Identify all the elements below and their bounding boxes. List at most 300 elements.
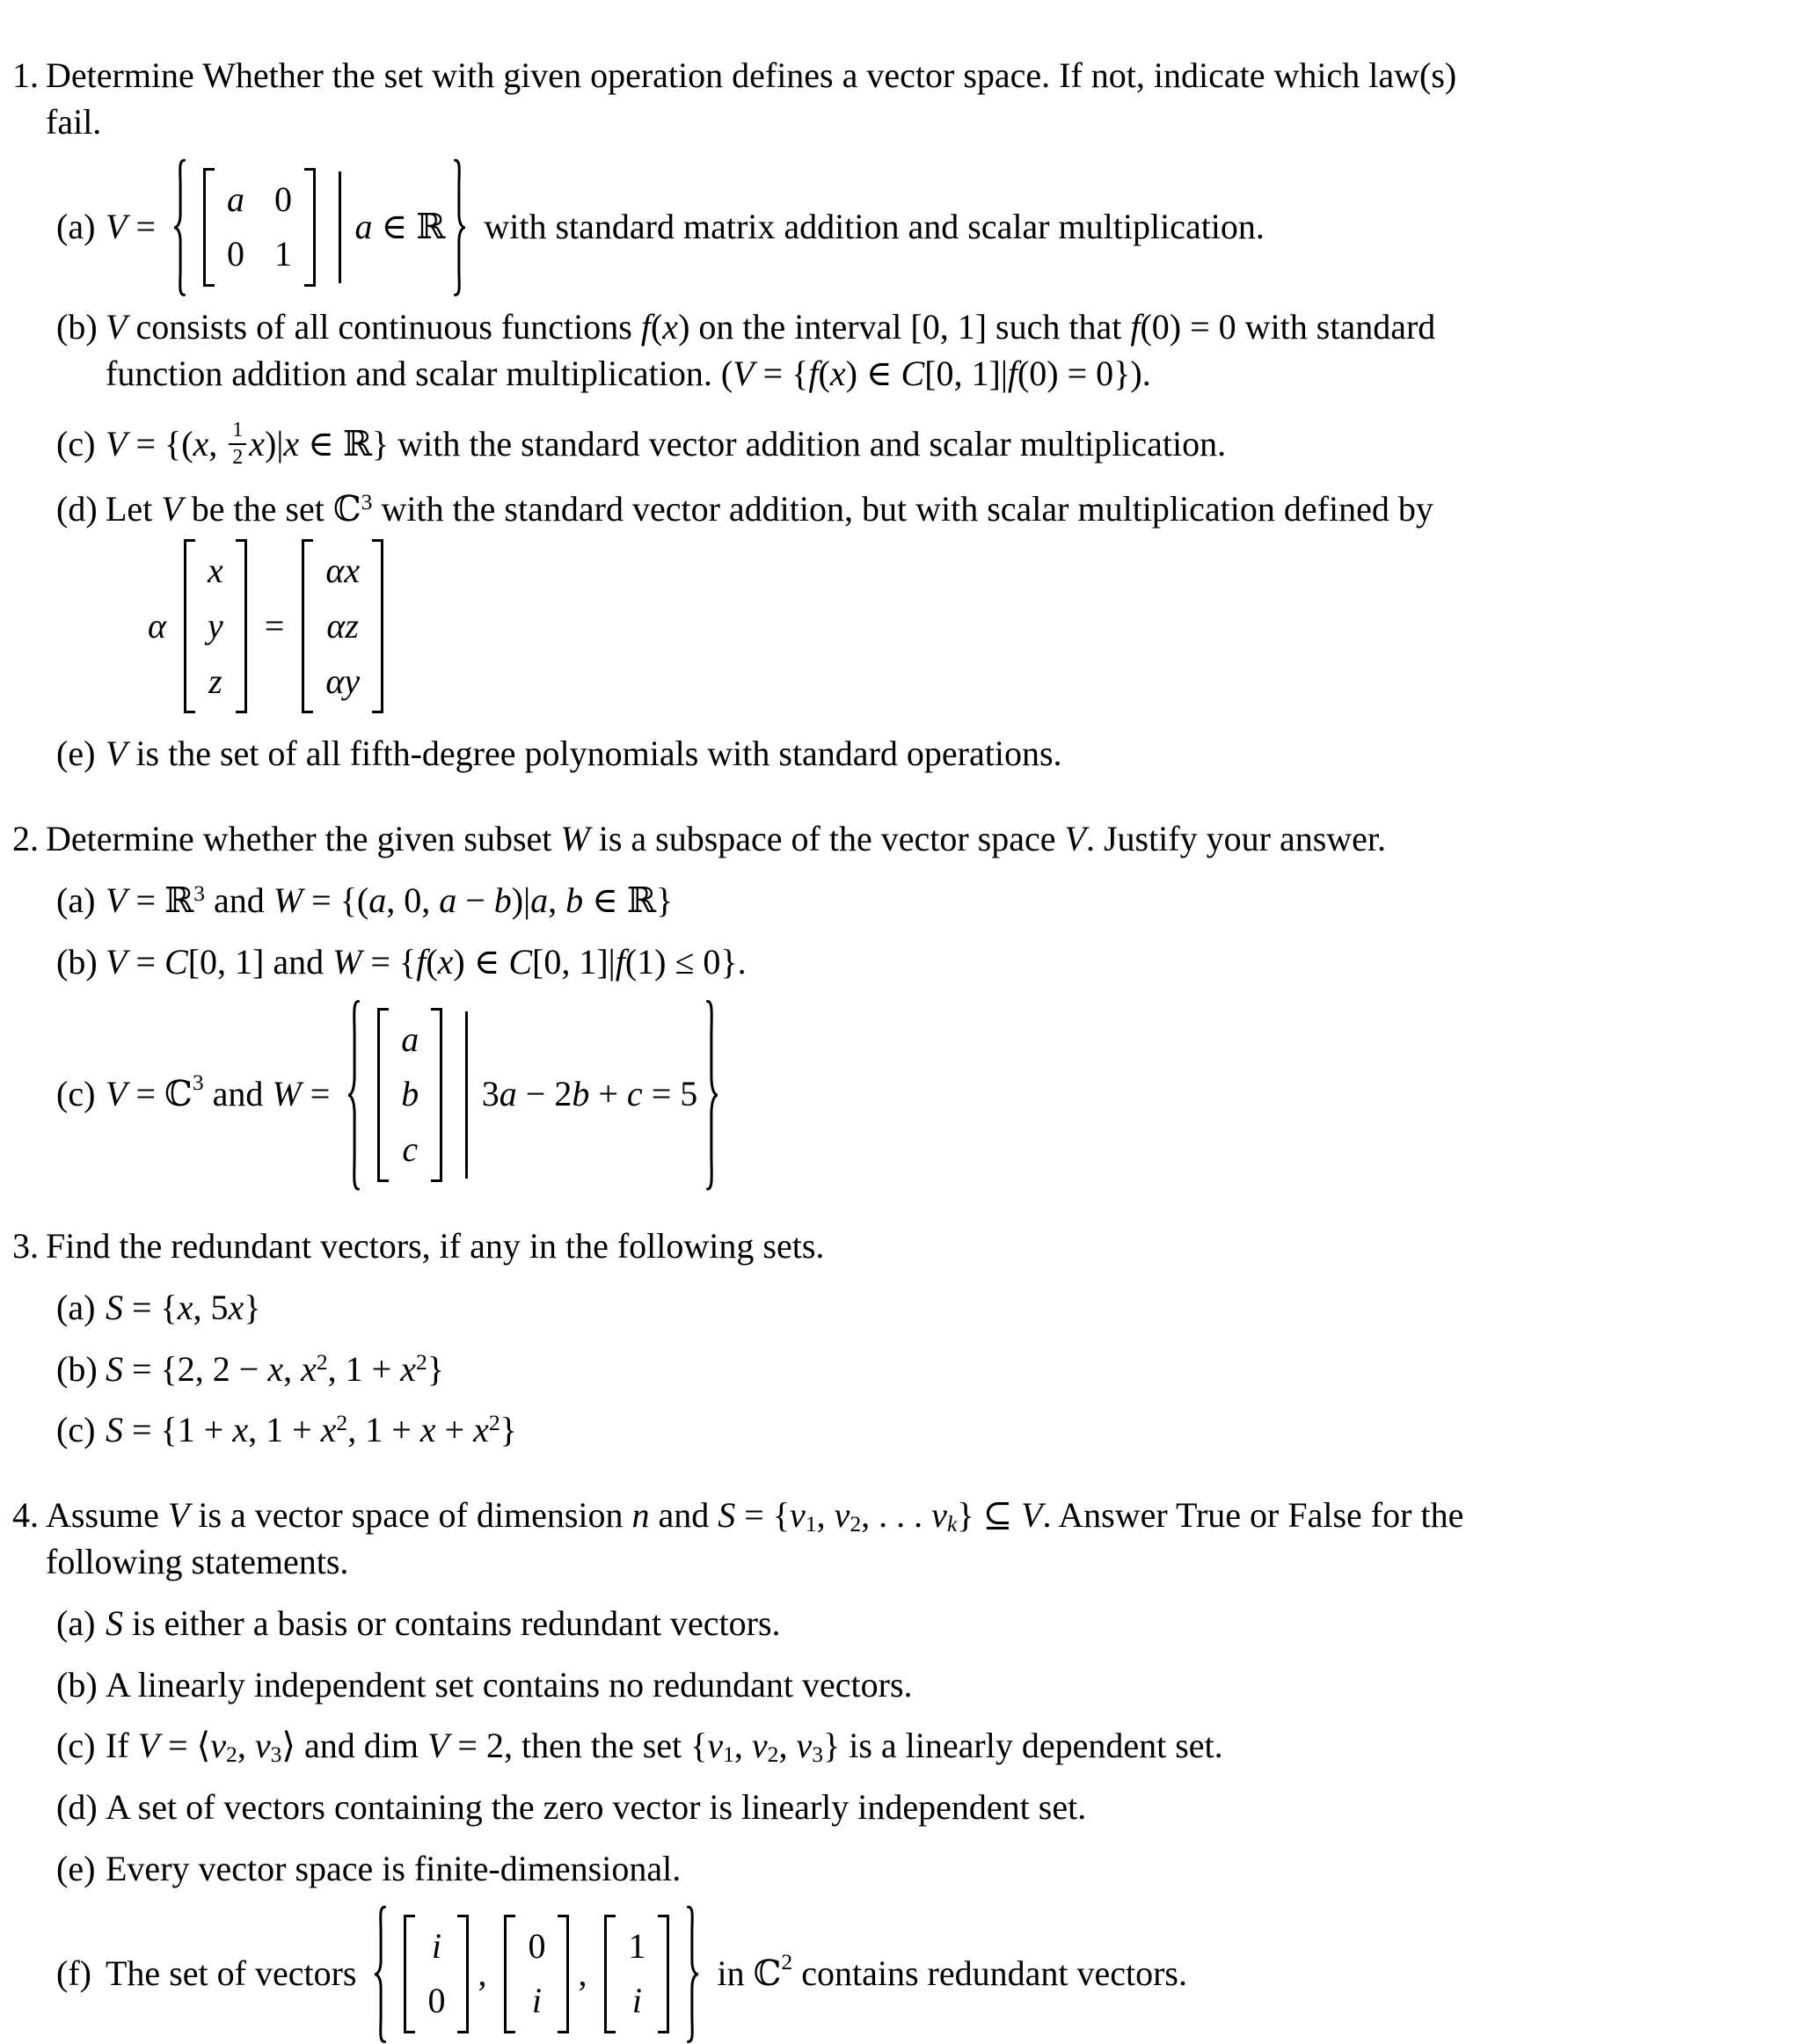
item-content <box>106 1407 1784 1454</box>
left-set-brace <box>370 1904 390 2044</box>
text-run: (1) ≤ 0}. <box>624 941 747 982</box>
text-run: } <box>655 880 674 920</box>
matrix-cell: i <box>431 1925 442 1966</box>
matrix-cells <box>526 1915 547 2034</box>
matrix-cells <box>324 539 361 713</box>
math-variable: W <box>560 819 590 859</box>
item-content <box>106 1846 1784 1893</box>
item-label: (f) <box>56 1953 91 1994</box>
matrix-cell: a <box>401 1018 419 1059</box>
list-item <box>56 731 1784 777</box>
item-label: (b) <box>56 307 98 347</box>
left-set-brace <box>170 157 189 298</box>
matrix-cell: 0 <box>227 234 244 274</box>
matrix-cell: 1 <box>274 234 292 274</box>
text-run: Determine Whether the set with given operation defines a vector space. If not, indicate which law(s) <box>46 55 1457 95</box>
blackboard-symbol: ℝ <box>416 206 446 246</box>
math-variable: f <box>640 307 651 347</box>
matrix <box>504 1915 569 2034</box>
blackboard-symbol: ℝ <box>164 880 194 920</box>
text-run: − 2 <box>516 1074 573 1114</box>
math-variable: v <box>790 1495 806 1536</box>
text-run: = { <box>735 1495 791 1536</box>
list-item <box>56 939 1784 986</box>
list-item <box>56 1662 1784 1709</box>
matrix-right-bracket <box>658 1915 669 2034</box>
item-label: (c) <box>56 1074 96 1114</box>
item-label: (b) <box>56 1664 98 1705</box>
matrix-cell: i <box>631 1981 643 2021</box>
problem-number: 3. <box>12 1225 39 1266</box>
math-variable: W <box>273 880 303 920</box>
math-variable: v <box>254 1726 271 1766</box>
math-variable: a <box>499 1074 517 1114</box>
matrix-cell: αy <box>325 661 361 701</box>
math-variable: V <box>427 1726 449 1766</box>
math-variable: a <box>530 880 549 920</box>
list-item <box>56 878 1784 924</box>
matrix-left-bracket <box>604 1915 616 2034</box>
math-variable: v <box>751 1726 768 1766</box>
problem-statement <box>46 1493 1784 1586</box>
list-item <box>56 417 1784 471</box>
item-label: (d) <box>56 489 98 529</box>
math-variable: V <box>1021 1495 1043 1536</box>
math-variable: V <box>733 353 755 393</box>
math-variable: V <box>167 1495 190 1536</box>
problem-statement <box>46 53 1784 146</box>
matrix <box>184 539 247 713</box>
math-variable: x <box>249 423 266 464</box>
right-set-brace <box>683 1904 703 2044</box>
right-set-brace <box>450 157 470 298</box>
set-condition-divider <box>465 1011 468 1179</box>
text-run: + <box>589 1074 627 1114</box>
math-variable: v <box>796 1726 813 1766</box>
matrix-cells <box>225 168 294 288</box>
text-run: ⟩ and dim <box>281 1726 427 1766</box>
superscript: 2 <box>781 1948 793 1975</box>
text-run: in <box>708 1953 754 1994</box>
text-run: )| <box>265 423 284 464</box>
list-item <box>56 486 1784 716</box>
fraction-numerator: 1 <box>229 420 246 445</box>
text-run: . Answer True or False for the <box>1042 1495 1464 1536</box>
math-variable: v <box>210 1726 227 1766</box>
matrix <box>604 1915 669 2034</box>
problem-statement <box>46 1223 1784 1270</box>
problem-items <box>12 878 1784 1185</box>
set-condition-divider <box>339 172 341 284</box>
text-run: = 2, then the set { <box>449 1726 708 1766</box>
superscript: 3 <box>193 880 206 907</box>
text-run: = ⟨ <box>159 1726 211 1766</box>
text-run: = { <box>361 941 417 982</box>
math-variable: V <box>137 1726 160 1766</box>
text-run: The set of vectors <box>106 1953 366 1994</box>
superscript: 2 <box>316 1348 328 1375</box>
text-run: (0) = 0 with standard <box>1140 307 1436 347</box>
text-run: is a vector space of dimension <box>189 1495 632 1536</box>
item-content <box>106 1662 1784 1709</box>
math-variable: b <box>493 880 512 920</box>
math-variable: v <box>834 1495 850 1536</box>
math-variable: x <box>829 353 846 393</box>
item-label: (b) <box>56 1348 98 1389</box>
math-variable: x <box>301 1348 317 1389</box>
text-line <box>106 304 1784 351</box>
text-run: following statements. <box>46 1541 349 1581</box>
math-variable: b <box>572 1074 590 1114</box>
math-variable: f <box>808 353 819 393</box>
text-run: } with the standard vector addition and scalar multiplication. <box>372 423 1227 464</box>
list-item <box>56 1601 1784 1647</box>
item-label: (a) <box>56 206 96 246</box>
problem-number: 1. <box>12 55 39 95</box>
text-run: . Justify your answer. <box>1085 819 1387 859</box>
matrix-cell: b <box>401 1074 419 1114</box>
right-set-brace <box>703 997 722 1193</box>
math-variable: S <box>106 1348 123 1389</box>
text-run: Determine whether the given subset <box>46 819 561 859</box>
math-variable: v <box>707 1726 724 1766</box>
math-line <box>106 165 1784 290</box>
problem-statement-row <box>12 816 1784 863</box>
item-label: (c) <box>56 1726 96 1766</box>
math-variable: α <box>148 605 166 646</box>
text-run: consists of all continuous functions <box>127 307 641 347</box>
text-run: = { <box>123 1287 178 1327</box>
text-line <box>106 1846 1784 1893</box>
text-run: [0, 1]| <box>924 353 1008 393</box>
math-variable: x <box>193 423 209 464</box>
text-run: ) on the interval [0, 1] such that <box>678 307 1131 347</box>
text-run: } <box>500 1410 517 1450</box>
text-run: , 5 <box>193 1287 229 1327</box>
matrix-cell: z <box>208 661 222 701</box>
item-label: (a) <box>56 1602 96 1643</box>
problem-statement-row <box>12 53 1784 146</box>
text-run: , . . . <box>861 1495 932 1536</box>
math-variable: x <box>419 1410 436 1450</box>
blackboard-symbol: ℝ <box>626 880 656 920</box>
subscript: 2 <box>767 1741 779 1768</box>
matrix-left-bracket <box>203 168 215 288</box>
text-run: ∈ <box>583 880 627 920</box>
statement-line <box>46 1223 1784 1270</box>
inline-fraction <box>229 420 246 469</box>
item-content <box>106 304 1784 398</box>
text-run: + <box>435 1410 474 1450</box>
math-variable: V <box>161 489 183 529</box>
math-variable: x <box>177 1287 193 1327</box>
math-variable: V <box>106 206 128 246</box>
text-line <box>106 1407 1784 1454</box>
math-variable: V <box>106 941 128 982</box>
matrix-left-bracket <box>184 539 195 713</box>
text-run: } is a linearly dependent set. <box>823 1726 1223 1766</box>
matrix-cells <box>426 1915 447 2034</box>
math-variable: x <box>473 1410 489 1450</box>
text-run: is either a basis or contains redundant vectors. <box>123 1602 781 1643</box>
matrix-right-bracket <box>457 1915 469 2034</box>
text-run: = <box>127 941 164 982</box>
text-run: , 1 + <box>347 1410 420 1450</box>
math-variable: x <box>662 307 679 347</box>
matrix-right-bracket <box>558 1915 569 2034</box>
math-variable: V <box>106 423 128 464</box>
text-run: )| <box>511 880 531 920</box>
text-run: be the set <box>182 489 333 529</box>
problem <box>12 816 1784 1185</box>
math-variable: S <box>718 1495 736 1536</box>
text-run: , 1 + <box>248 1410 321 1450</box>
text-run: , <box>548 880 566 920</box>
text-run: ) ∈ <box>453 941 509 982</box>
text-run: Find the redundant vectors, if any in the following sets. <box>46 1225 825 1266</box>
text-run: , <box>816 1495 835 1536</box>
text-run: = {( <box>127 423 193 464</box>
math-variable: f <box>416 941 427 982</box>
text-run: , <box>208 423 227 464</box>
text-run: is the set of all fifth-degree polynomials with standard operations. <box>127 734 1062 774</box>
math-line <box>106 1005 1784 1185</box>
text-run: with standard matrix addition and scalar multiplication. <box>475 206 1265 246</box>
matrix-cell: c <box>402 1129 419 1170</box>
text-line <box>106 878 1784 924</box>
math-variable: V <box>106 1074 128 1114</box>
problem-statement-row <box>12 1493 1784 1586</box>
text-run: If <box>106 1726 138 1766</box>
text-line <box>106 1662 1784 1709</box>
math-line <box>106 1912 1784 2037</box>
matrix-left-bracket <box>404 1915 415 2034</box>
item-label: (d) <box>56 1787 98 1828</box>
text-run: function addition and scalar multiplication. ( <box>106 353 733 393</box>
item-label: (b) <box>56 941 98 982</box>
text-run: , 0, <box>386 880 440 920</box>
text-run: = {( <box>303 880 369 920</box>
list-item <box>56 304 1784 398</box>
problem-statement-row <box>12 1223 1784 1270</box>
text-line <box>106 1285 1784 1332</box>
math-variable: x <box>228 1287 244 1327</box>
math-variable: x <box>437 941 454 982</box>
math-variable: f <box>1130 307 1141 347</box>
item-content <box>106 1005 1784 1185</box>
subscript: k <box>946 1511 958 1537</box>
text-run: , <box>578 1953 596 1994</box>
matrix-left-bracket <box>377 1008 389 1182</box>
blackboard-symbol: ℂ <box>164 1074 193 1114</box>
math-variable: W <box>272 1074 302 1114</box>
text-run: = <box>301 1074 339 1114</box>
math-variable: W <box>332 941 362 982</box>
text-run: , <box>778 1726 797 1766</box>
superscript: 3 <box>192 1069 204 1095</box>
text-run: = <box>255 605 294 646</box>
superscript: 2 <box>336 1410 348 1436</box>
problem-statement <box>46 816 1784 863</box>
item-content <box>106 486 1784 716</box>
text-run: ( <box>650 307 663 347</box>
text-run: 3 <box>481 1074 500 1114</box>
text-line <box>106 1347 1784 1393</box>
text-run: , <box>733 1726 752 1766</box>
problem-items <box>12 1285 1784 1454</box>
math-variable: x <box>267 1348 284 1389</box>
matrix <box>377 1008 442 1182</box>
text-run: (0) = 0}). <box>1017 353 1151 393</box>
matrix-cell: y <box>208 605 223 646</box>
item-content <box>106 1601 1784 1647</box>
math-line <box>106 417 1784 471</box>
text-run: = 5 <box>642 1074 698 1114</box>
item-content <box>106 1785 1784 1831</box>
list-item <box>56 1912 1784 2037</box>
math-variable: C <box>508 941 533 982</box>
item-content <box>106 1912 1784 2037</box>
superscript: 2 <box>488 1410 500 1436</box>
text-run: and <box>649 1495 718 1536</box>
text-line <box>106 1601 1784 1647</box>
matrix-left-bracket <box>504 1915 515 2034</box>
statement-line <box>46 99 1784 146</box>
matrix-cell: 0 <box>528 1925 546 1966</box>
blackboard-symbol: ℂ <box>332 489 361 529</box>
text-run: Every vector space is finite-dimensional. <box>106 1848 682 1888</box>
item-content <box>106 1723 1784 1770</box>
matrix-left-bracket <box>302 539 313 713</box>
text-run: = {1 + <box>123 1410 233 1450</box>
problem-number: 2. <box>12 819 39 859</box>
problem <box>12 1223 1784 1454</box>
matrix-cell: αz <box>326 605 359 646</box>
math-variable: V <box>106 307 128 347</box>
text-run: and <box>205 880 273 920</box>
text-run: with the standard vector addition, but with scalar multiplication defined by <box>372 489 1433 529</box>
item-label: (c) <box>56 423 96 464</box>
superscript: 3 <box>361 489 373 515</box>
item-label: (c) <box>56 1410 96 1450</box>
item-content <box>106 731 1784 777</box>
matrix-cell: a <box>227 179 244 219</box>
problem <box>12 1493 1784 2036</box>
math-variable: f <box>1007 353 1017 393</box>
text-run: = <box>127 1074 164 1114</box>
text-run: , 1 + <box>327 1348 401 1389</box>
math-variable: a <box>368 880 387 920</box>
subscript: 2 <box>226 1741 237 1768</box>
statement-line <box>46 53 1784 99</box>
statement-line <box>46 816 1784 863</box>
blackboard-symbol: ℝ <box>342 423 372 464</box>
item-content <box>106 939 1784 986</box>
problem-items <box>12 1601 1784 2037</box>
matrix-cells <box>206 539 225 713</box>
item-content <box>106 1285 1784 1332</box>
math-variable: S <box>106 1287 123 1327</box>
math-variable: b <box>565 880 584 920</box>
math-variable: n <box>631 1495 650 1536</box>
blackboard-symbol: ℂ <box>753 1953 782 1994</box>
text-line <box>106 1723 1784 1770</box>
matrix-cell: 0 <box>427 1981 446 2021</box>
matrix-right-bracket <box>431 1008 442 1182</box>
left-set-brace <box>344 997 363 1193</box>
list-item <box>56 165 1784 290</box>
item-label: (e) <box>56 734 96 774</box>
math-variable: v <box>931 1495 947 1536</box>
matrix-cell: x <box>208 550 223 590</box>
subscript: 3 <box>812 1741 824 1768</box>
text-run: ( <box>818 353 830 393</box>
text-run: } <box>427 1348 444 1389</box>
math-variable: c <box>626 1074 643 1114</box>
text-run: and <box>203 1074 273 1114</box>
text-line <box>106 731 1784 777</box>
matrix-cell: i <box>531 1981 543 2021</box>
text-line <box>106 939 1784 986</box>
math-variable: a <box>439 880 457 920</box>
text-run: ) ∈ <box>845 353 901 393</box>
item-content <box>106 878 1784 924</box>
text-run: ∈ <box>372 206 417 246</box>
matrix-cell: 1 <box>628 1925 646 1966</box>
problem-items <box>12 165 1784 778</box>
matrix-cell: 0 <box>274 179 292 219</box>
statement-line <box>46 1493 1784 1539</box>
matrix-cell: αx <box>325 550 361 590</box>
matrix-right-bracket <box>304 168 316 288</box>
item-label: (e) <box>56 1848 96 1888</box>
text-run: [0, 1] and <box>187 941 333 982</box>
item-content <box>106 165 1784 290</box>
list-item <box>56 1785 1784 1831</box>
text-run: , <box>237 1726 255 1766</box>
text-run: ∈ <box>299 423 343 464</box>
text-line <box>106 351 1784 398</box>
math-variable: x <box>320 1410 337 1450</box>
text-run: A set of vectors containing the zero vector is linearly independent set. <box>106 1787 1087 1828</box>
math-variable: x <box>232 1410 249 1450</box>
text-run: contains redundant vectors. <box>792 1953 1187 1994</box>
text-run: } ⊆ <box>957 1495 1022 1536</box>
text-line <box>106 1785 1784 1831</box>
list-item <box>56 1407 1784 1454</box>
text-run: Let <box>106 489 162 529</box>
list-item <box>56 1005 1784 1185</box>
subscript: 3 <box>270 1741 282 1768</box>
math-variable: V <box>1064 819 1086 859</box>
fraction-denominator: 2 <box>232 445 244 469</box>
text-run: = <box>127 880 164 920</box>
item-label: (a) <box>56 1287 96 1327</box>
text-run: = <box>127 206 164 246</box>
math-variable: x <box>400 1348 416 1389</box>
list-item <box>56 1285 1784 1332</box>
list-item <box>56 1723 1784 1770</box>
math-variable: f <box>615 941 625 982</box>
text-run: [0, 1]| <box>532 941 616 982</box>
matrix <box>302 539 383 713</box>
problem-number: 4. <box>12 1495 39 1536</box>
math-line <box>148 537 1784 716</box>
list-item <box>56 1347 1784 1393</box>
text-run: − <box>456 880 494 920</box>
text-run: fail. <box>46 101 102 142</box>
matrix-right-bracket <box>236 539 247 713</box>
